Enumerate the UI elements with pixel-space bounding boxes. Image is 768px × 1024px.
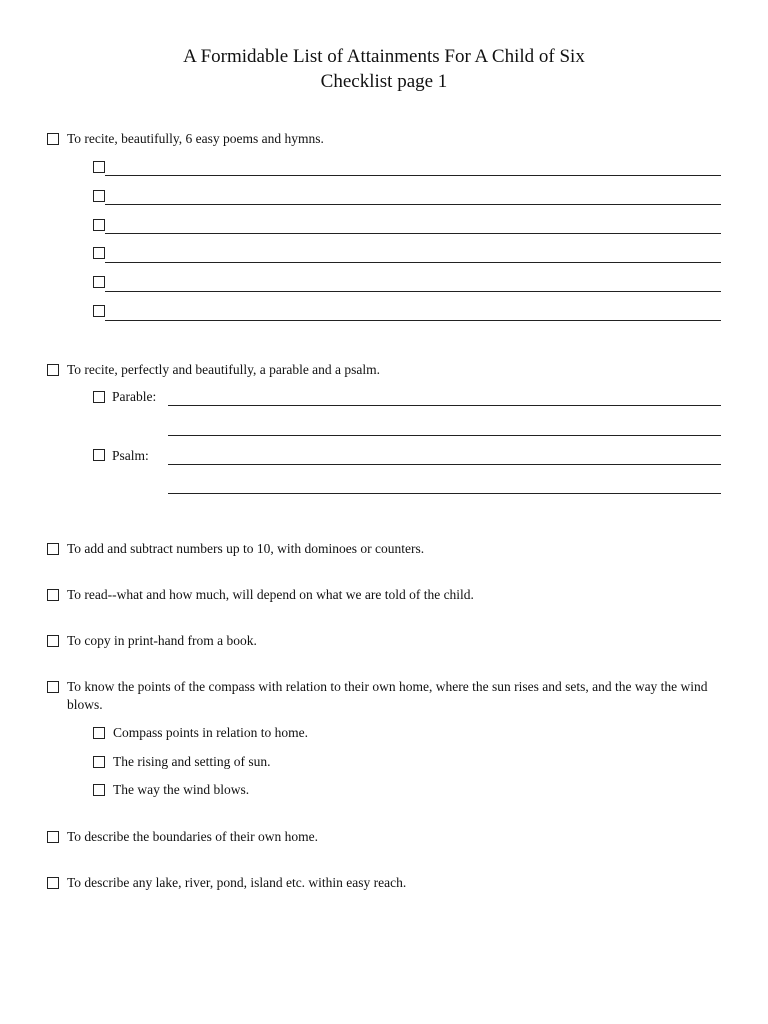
poem-4-blank[interactable]	[105, 262, 721, 263]
checklist-item-poems	[47, 130, 727, 148]
item-text: To read--what and how much, will depend on what we are told of the child.	[67, 587, 474, 602]
parable-checkbox[interactable]	[93, 391, 105, 403]
compass-sub-item-wind	[93, 781, 693, 799]
poem-3-checkbox[interactable]	[93, 219, 105, 231]
item-text: To describe the boundaries of their own home.	[67, 829, 318, 844]
psalm-checkbox[interactable]	[93, 449, 105, 461]
checkbox[interactable]	[47, 364, 59, 376]
poem-5-checkbox[interactable]	[93, 276, 105, 288]
item-text: To describe any lake, river, pond, island etc. within easy reach.	[67, 875, 407, 890]
sub-item-text: Compass points in relation to home.	[113, 725, 308, 740]
checklist-item-lake	[47, 874, 727, 892]
poem-5-blank[interactable]	[105, 291, 721, 292]
sub-item-text: The way the wind blows.	[113, 782, 250, 797]
page-subtitle: Checklist page 1	[320, 71, 448, 92]
checklist-item-parable-psalm	[47, 361, 727, 379]
checkbox[interactable]	[47, 589, 59, 601]
item-text: To know the points of the compass with relation to their own home, where the sun rises and sets, and the way the wind blows.	[67, 679, 708, 712]
checkbox[interactable]	[47, 681, 59, 693]
checklist-item-numbers	[47, 540, 727, 558]
checklist-item-read	[47, 586, 727, 604]
poem-4-checkbox[interactable]	[93, 247, 105, 259]
poem-6-checkbox[interactable]	[93, 305, 105, 317]
poem-2-checkbox[interactable]	[93, 190, 105, 202]
psalm-blank-2[interactable]	[168, 493, 721, 494]
item-text: To recite, beautifully, 6 easy poems and hymns.	[67, 131, 324, 146]
checkbox[interactable]	[47, 635, 59, 647]
poem-6-blank[interactable]	[105, 320, 721, 321]
compass-sub-item-sun	[93, 753, 693, 771]
poem-1-blank[interactable]	[105, 175, 721, 176]
checkbox[interactable]	[47, 133, 59, 145]
parable-blank-1[interactable]	[168, 405, 721, 406]
item-text: To add and subtract numbers up to 10, with dominoes or counters.	[67, 541, 425, 556]
page-title: A Formidable List of Attainments For A Child of Six	[183, 46, 585, 67]
psalm-label: Psalm:	[112, 448, 149, 463]
checklist-item-copy	[47, 632, 727, 650]
checkbox[interactable]	[93, 727, 105, 739]
sub-item-text: The rising and setting of sun.	[113, 754, 271, 769]
checkbox[interactable]	[47, 831, 59, 843]
poem-3-blank[interactable]	[105, 233, 721, 234]
checklist-item-compass	[47, 678, 727, 714]
poem-2-blank[interactable]	[105, 204, 721, 205]
checkbox[interactable]	[47, 543, 59, 555]
parable-blank-2[interactable]	[168, 435, 721, 436]
checkbox[interactable]	[93, 756, 105, 768]
psalm-blank-1[interactable]	[168, 464, 721, 465]
checkbox[interactable]	[93, 784, 105, 796]
compass-sub-item-home	[93, 724, 693, 742]
parable-label: Parable:	[112, 389, 157, 404]
item-text: To copy in print-hand from a book.	[67, 633, 257, 648]
poem-1-checkbox[interactable]	[93, 161, 105, 173]
checklist-item-boundaries	[47, 828, 727, 846]
item-text: To recite, perfectly and beautifully, a parable and a psalm.	[67, 362, 381, 377]
checkbox[interactable]	[47, 877, 59, 889]
